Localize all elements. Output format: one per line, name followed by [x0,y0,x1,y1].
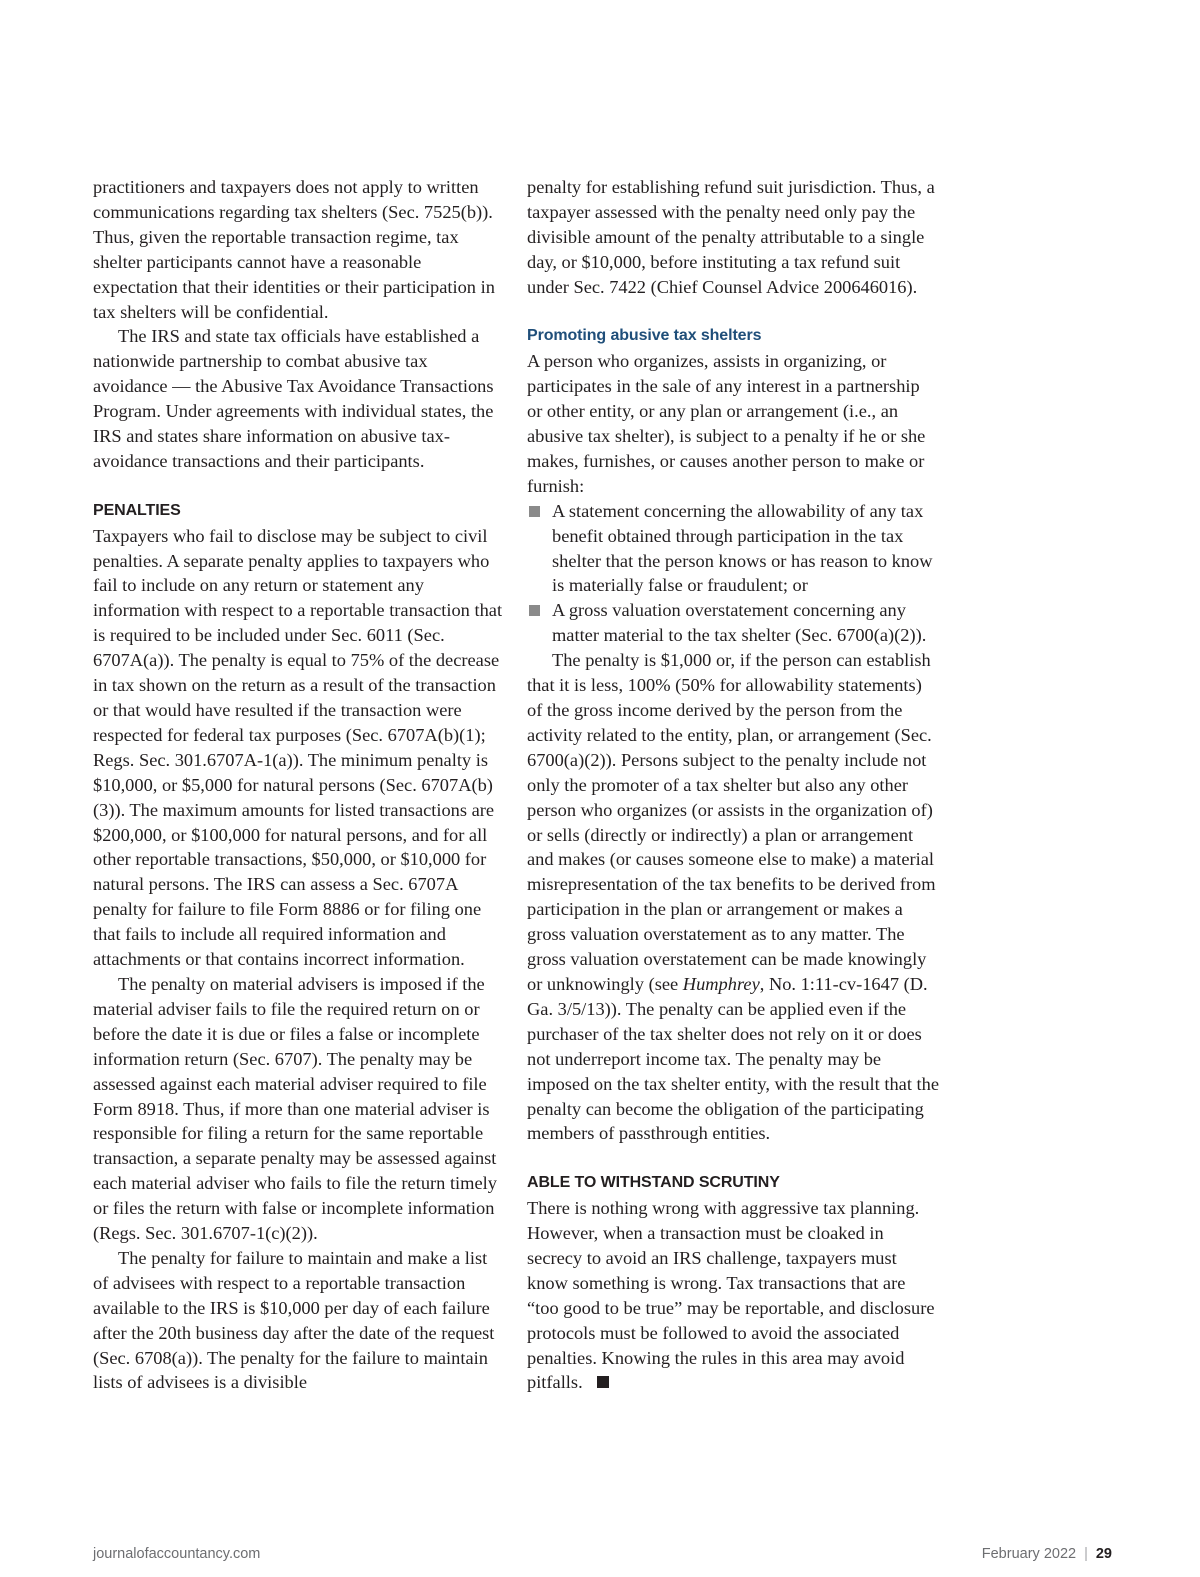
left-column [93,175,503,1395]
footer-website: journalofaccountancy.com [93,1546,261,1562]
list-item-text: A gross valuation overstatement concerning any matter material to the tax shelter (Sec. 6700(a)(2)). [552,600,927,646]
paragraph: The IRS and state tax officials have established a nationwide partnership to combat abusive tax avoidance — the Abusive Tax Avoidance Transactions Program. Under agreements with individual states, the IRS and states share information on abusive tax-avoidance transactions and their participants. [93,326,494,471]
list-item [527,499,939,599]
page-number: 29 [1095,1546,1112,1562]
paragraph-text: The penalty is $1,000 or, if the person can establish that it is less, 100% (50% for allowability statements) of the gross income derived by the person from the activity related to the entity, plan, or arrangement (Sec. 6700(a)(2)). Persons subject to the penalty include not only the promoter of a tax shelter but also any other person who organizes (or assists in the organization of) or sells (directly or indirectly) a plan or arrangement and makes (or causes someone else to make) a material misrepresentation of the tax benefits to be derived from participation in the plan or arrangement or makes a gross valuation overstatement as to any matter. The gross valuation overstatement can be made knowingly or unknowingly (see [527,650,936,994]
list-item-text: A statement concerning the allowability of any tax benefit obtained through participation in the tax shelter that the person knows or has reason to know is materially false or fraudulent; or [552,500,933,596]
end-mark-icon [597,1376,609,1388]
footer-separator: | [1084,1546,1088,1562]
square-bullet-icon [529,506,540,517]
paragraph: Taxpayers who fail to disclose may be subject to civil penalties. A separate penalty applies to taxpayers who fail to include on any return or statement any information with respect to a reportable transaction that is required to be included under Sec. 6011 (Sec. 6707A(a)). The penalty is equal to 75% of the decrease in tax shown on the return as a result of the transaction or that would have resulted if the transaction were respected for federal tax purposes (Sec. 6707A(b)(1); Regs. Sec. 301.6707A-1(a)). The minimum penalty is $10,000, or $5,000 for natural persons (Sec. 6707A(b)(3)). The maximum amounts for listed transactions are $200,000, or $100,000 for natural persons, and for all other reportable transactions, $50,000, or $10,000 for natural persons. The IRS can assess a Sec. 6707A penalty for failure to file Form 8886 or for filing one that fails to include all required information and attachments or that contains incorrect information. [93,525,503,970]
footer-date: February 2022 [981,1546,1077,1562]
paragraph [527,1196,939,1395]
section-heading-scrutiny: ABLE TO WITHSTAND SCRUTINY [527,1174,780,1192]
paragraph [527,648,939,1146]
paragraph-text: There is nothing wrong with aggressive tax planning. However, when a transaction must be cloaked in secrecy to avoid an IRS challenge, taxpayers must know something is wrong. Tax transactions that are “too good to be true” may be reportable, and disclosure protocols must be followed to avoid the associated penalties. Knowing the rules in this area may avoid pitfalls. [527,1198,935,1393]
paragraph: A person who organizes, assists in organizing, or participates in the sale of any interest in a partnership or other entity, or any plan or arrangement (i.e., an abusive tax shelter), is subject to a penalty if he or she makes, furnishes, or causes another person to make or furnish: [527,351,926,496]
list-item [527,598,939,648]
bullet-list [527,499,939,648]
paragraph: practitioners and taxpayers does not apply to written communications regarding tax shelters (Sec. 7525(b)). Thus, given the reportable transaction regime, tax shelter participants cannot have a reasonable expectation that their identities or their participation in tax shelters will be confidential. [93,177,495,322]
paragraph-text: , No. 1:11-cv-1647 (D. Ga. 3/5/13)). The penalty can be applied even if the purchaser of the tax shelter does not rely on it or does not underreport income tax. The penalty may be imposed on the tax shelter entity, with the result that the penalty can become the obligation of the participating members of passthrough entities. [527,973,939,1144]
subheading-promoting: Promoting abusive tax shelters [527,327,762,345]
section-heading-penalties: PENALTIES [93,501,181,519]
right-column [527,175,939,1395]
square-bullet-icon [529,605,540,616]
case-name: Humphrey [682,973,760,994]
paragraph: The penalty on material advisers is imposed if the material adviser fails to file the required return on or before the date it is due or files a false or incomplete information return (Sec. 6707). The penalty may be assessed against each material adviser required to file Form 8918. Thus, if more than one material adviser is responsible for filing a return for the same reportable transaction, a separate penalty may be assessed against each material adviser who fails to file the return timely or files the return with false or incomplete information (Regs. Sec. 301.6707-1(c)(2)). [93,973,497,1244]
paragraph: penalty for establishing refund suit jurisdiction. Thus, a taxpayer assessed with the penalty need only pay the divisible amount of the penalty attributable to a single day, or $10,000, before instituting a tax refund suit under Sec. 7422 (Chief Counsel Advice 200646016). [527,177,935,297]
footer-page-info [982,1546,1112,1562]
paragraph: The penalty for failure to maintain and make a list of advisees with respect to a reportable transaction available to the IRS is $10,000 per day of each failure after the 20th business day after the date of the request (Sec. 6708(a)). The penalty for the failure to maintain lists of advisees is a divisible [93,1247,495,1393]
